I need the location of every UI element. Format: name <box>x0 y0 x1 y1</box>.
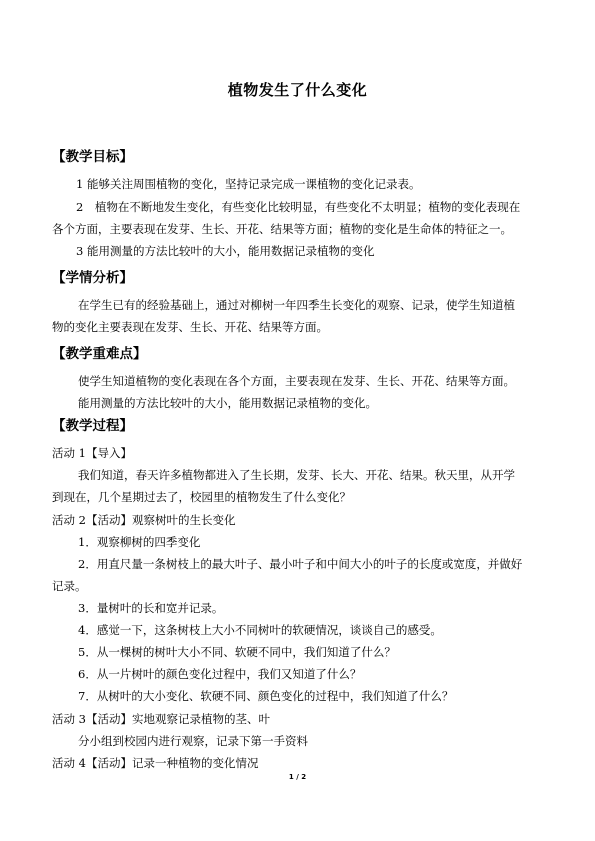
page-number: 1 / 2 <box>288 773 307 781</box>
process-line: 分小组到校园内进行观察，记录下第一手资料 <box>78 734 308 748</box>
goals-line: 2 植物在不断地发生变化，有些变化比较明显，有些变化不太明显；植物的变化表现在 <box>76 200 521 214</box>
heading-student-analysis: 【学情分析】 <box>52 270 133 286</box>
process-line: 7．从树叶的大小变化、软硬不同、颜色变化的过程中，我们知道了什么？ <box>78 689 454 703</box>
process-line: 5．从一棵树的树叶大小不同、软硬不同中，我们知道了什么？ <box>78 645 396 659</box>
heading-key-points: 【教学重难点】 <box>52 346 147 362</box>
analysis-line: 在学生已有的经验基础上，通过对柳树一年四季生长变化的观察、记录，使学生知道植 <box>78 298 515 312</box>
document-title: 植物发生了什么变化 <box>227 81 368 99</box>
keypoints-line: 能用测量的方法比较叶的大小，能用数据记录植物的变化。 <box>78 396 377 410</box>
goals-line: 1 能够关注周围植物的变化，坚持记录完成一课植物的变化记录表。 <box>76 177 421 191</box>
goals-line: 各个方面，主要表现在发芽、生长、开花、结果等方面；植物的变化是生命体的特征之一。 <box>52 222 512 236</box>
process-line: 到现在，几个星期过去了，校园里的植物发生了什么变化？ <box>52 490 351 504</box>
heading-teaching-goals: 【教学目标】 <box>52 149 133 165</box>
process-line: 记录。 <box>52 579 87 593</box>
activity-title: 活动 2【活动】观察树叶的生长变化 <box>52 513 236 527</box>
process-line: 3．量树叶的长和宽并记录。 <box>78 601 224 615</box>
heading-teaching-process: 【教学过程】 <box>52 418 133 434</box>
process-line: 6．从一片树叶的颜色变化过程中，我们又知道了什么？ <box>78 667 362 681</box>
analysis-line: 物的变化主要表现在发芽、生长、开花、结果等方面。 <box>52 320 328 334</box>
keypoints-line: 使学生知道植物的变化表现在各个方面，主要表现在发芽、生长、开花、结果等方面。 <box>78 374 515 388</box>
activity-title: 活动 1【导入】 <box>52 446 132 460</box>
activity-title: 活动 3【活动】实地观察记录植物的茎、叶 <box>52 712 270 726</box>
goals-line: 3 能用测量的方法比较叶的大小，能用数据记录植物的变化 <box>76 244 375 258</box>
activity-title: 活动 4【活动】记录一种植物的变化情况 <box>52 756 259 770</box>
process-line: 1．观察柳树的四季变化 <box>78 535 201 549</box>
process-line: 2．用直尺量一条树枝上的最大叶子、最小叶子和中间大小的叶子的长度或宽度，并做好 <box>78 557 523 571</box>
process-line: 4．感觉一下，这条树枝上大小不同树叶的软硬情况，谈谈自己的感受。 <box>78 623 442 637</box>
process-line: 我们知道，春天许多植物都进入了生长期，发芽、长大、开花、结果。秋天里，从开学 <box>78 468 515 482</box>
